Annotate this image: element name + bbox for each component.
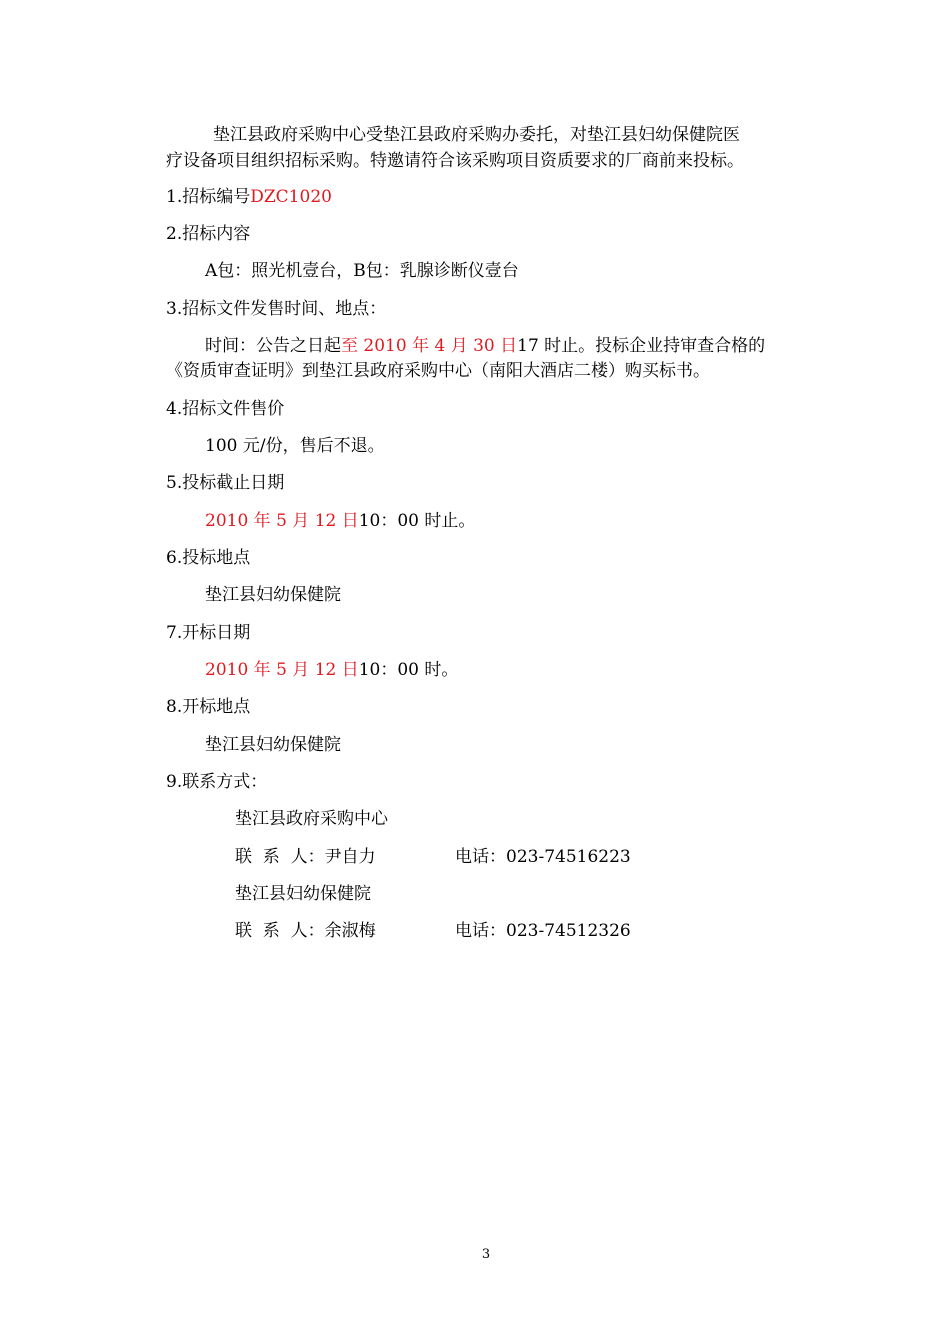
contact-person-2: 联 系 人：余淑梅 (235, 921, 376, 941)
bid-deadline-date: 2010 年 5 月 12 日 (205, 511, 359, 531)
sale-time-suffix: 17 时止。投标企业持审查合格的 (517, 336, 766, 356)
section-8-body: 垫江县妇幼保健院 (205, 735, 341, 755)
section-1-label: 1.招标编号 (166, 187, 251, 207)
bid-deadline-time: 10：00 时止。 (358, 511, 476, 531)
section-4-heading: 4.招标文件售价 (166, 399, 285, 419)
sale-time-prefix: 时间：公告之日起 (205, 336, 341, 356)
intro-line-1: 垫江县政府采购中心受垫江县政府采购办委托，对垫江县妇幼保健院医 (213, 125, 740, 145)
section-6-body: 垫江县妇幼保健院 (205, 585, 341, 605)
tender-code: DZC1020 (250, 187, 332, 207)
contact-org-2: 垫江县妇幼保健院 (235, 884, 371, 904)
section-2-heading: 2.招标内容 (166, 224, 251, 244)
section-3-heading: 3.招标文件发售时间、地点： (166, 299, 387, 319)
section-4-body: 100 元/份，售后不退。 (205, 436, 385, 456)
opening-date: 2010 年 5 月 12 日 (205, 660, 359, 680)
section-6-heading: 6.投标地点 (166, 548, 251, 568)
opening-time: 10：00 时。 (358, 660, 459, 680)
section-8-heading: 8.开标地点 (166, 697, 251, 717)
contact-org-1: 垫江县政府采购中心 (235, 809, 388, 829)
section-1-tender-number (166, 185, 332, 209)
intro-line-2: 疗设备项目组织招标采购。特邀请符合该采购项目资质要求的厂商前来投标。 (166, 151, 744, 171)
section-7-body (205, 658, 458, 682)
sale-end-date: 至 2010 年 4 月 30 日 (341, 336, 518, 356)
section-3-place-line: 《资质审查证明》到垫江县政府采购中心（南阳大酒店二楼）购买标书。 (166, 361, 710, 381)
section-5-body (205, 509, 475, 533)
section-2-body: A包：照光机壹台，B包：乳腺诊断仪壹台 (205, 261, 519, 281)
page-number: 3 (481, 1247, 491, 1262)
contact-phone-2: 电话：023-74512326 (455, 921, 631, 941)
section-5-heading: 5.投标截止日期 (166, 473, 285, 493)
contact-person-1: 联 系 人：尹自力 (235, 847, 376, 867)
section-9-heading: 9.联系方式： (166, 772, 268, 792)
contact-phone-1: 电话：023-74516223 (455, 847, 631, 867)
section-3-time-line (205, 334, 765, 358)
section-7-heading: 7.开标日期 (166, 623, 251, 643)
